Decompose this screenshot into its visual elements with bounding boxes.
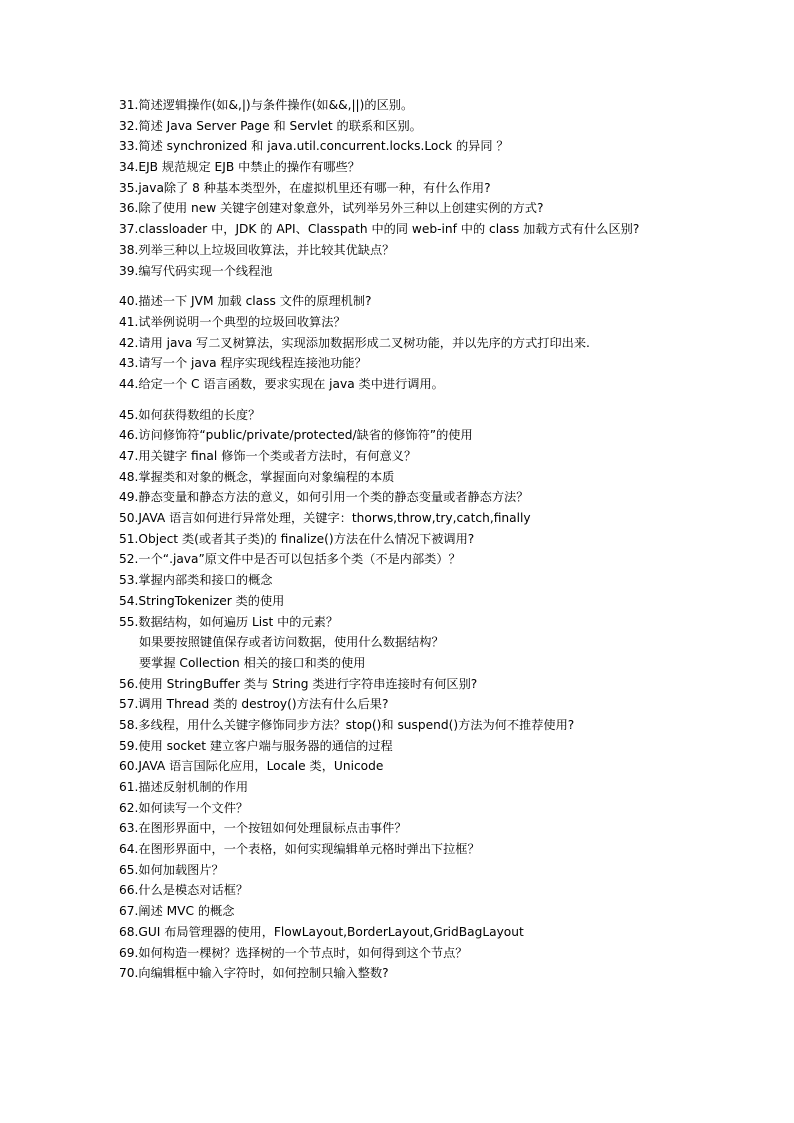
question-35: 35.java除了 8 种基本类型外，在虚拟机里还有哪一种，有什么作用? — [119, 180, 491, 195]
question-46: 46.访问修饰符“public/private/protected/缺省的修饰符”的使用 — [119, 428, 473, 443]
question-47: 47.用关键字 final 修饰一个类或者方法时，有何意义？ — [119, 449, 417, 464]
question-59: 59.使用 socket 建立客户端与服务器的通信的过程 — [119, 738, 393, 753]
question-55: 55.数据结构，如何遍历 List 中的元素？ — [119, 614, 339, 629]
question-56: 56.使用 StringBuffer 类与 String 类进行字符串连接时有何区别? — [119, 676, 478, 691]
question-45: 45.如何获得数组的长度？ — [119, 407, 261, 422]
question-51: 51.Object 类(或者其子类)的 finalize()方法在什么情况下被调用? — [119, 531, 475, 546]
question-64: 64.在图形界面中，一个表格，如何实现编辑单元格时弹出下拉框？ — [119, 842, 480, 857]
question-68: 68.GUI 布局管理器的使用，FlowLayout,BorderLayout,GridBagLayout — [119, 924, 524, 939]
question-54: 54.StringTokenizer 类的使用 — [119, 593, 285, 608]
question-67: 67.阐述 MVC 的概念 — [119, 904, 235, 919]
question-53: 53.掌握内部类和接口的概念 — [119, 573, 273, 588]
question-40: 40.描述一下 JVM 加载 class 文件的原理机制? — [119, 294, 372, 309]
question-37: 37.classloader 中，JDK 的 API、Classpath 中的同 web-inf 中的 class 加载方式有什么区别? — [119, 222, 640, 237]
question-69: 69.如何构造一棵树？选择树的一个节点时，如何得到这个节点？ — [119, 945, 468, 960]
question-42: 42.请用 java 写二叉树算法，实现添加数据形成二叉树功能，并以先序的方式打印出来. — [119, 335, 590, 350]
question-38: 38.列举三种以上垃圾回收算法，并比较其优缺点？ — [119, 242, 395, 257]
question-50: 50.JAVA 语言如何进行异常处理，关键字：thorws,throw,try,catch,finally — [119, 511, 531, 526]
question-66: 66.什么是模态对话框？ — [119, 883, 249, 898]
question-55-sub-1: 如果要按照键值保存或者访问数据，使用什么数据结构？ — [139, 635, 444, 650]
question-49: 49.静态变量和静态方法的意义，如何引用一个类的静态变量或者静态方法？ — [119, 490, 529, 505]
question-62: 62.如何读写一个文件？ — [119, 800, 249, 815]
question-41: 41.试举例说明一个典型的垃圾回收算法？ — [119, 314, 346, 329]
question-61: 61.描述反射机制的作用 — [119, 780, 249, 795]
question-63: 63.在图形界面中，一个按钮如何处理鼠标点击事件？ — [119, 821, 407, 836]
question-60: 60.JAVA 语言国际化应用，Locale 类，Unicode — [119, 759, 384, 774]
question-43: 43.请写一个 java 程序实现线程连接池功能？ — [119, 356, 367, 371]
question-70: 70.向编辑框中输入字符时，如何控制只输入整数? — [119, 966, 389, 981]
question-48: 48.掌握类和对象的概念，掌握面向对象编程的本质 — [119, 469, 395, 484]
question-65: 65.如何加载图片？ — [119, 862, 224, 877]
question-52: 52.一个“.java”原文件中是否可以包括多个类（不是内部类）？ — [119, 552, 461, 567]
question-34: 34.EJB 规范规定 EJB 中禁止的操作有哪些？ — [119, 160, 360, 175]
question-32: 32.简述 Java Server Page 和 Servlet 的联系和区别。 — [119, 118, 422, 133]
question-57: 57.调用 Thread 类的 destroy()方法有什么后果? — [119, 697, 389, 712]
question-39: 39.编写代码实现一个线程池 — [119, 263, 273, 278]
question-36: 36.除了使用 new 关键字创建对象意外，试列举另外三种以上创建实例的方式? — [119, 201, 544, 216]
document-body — [119, 95, 699, 984]
question-55-sub-2: 要掌握 Collection 相关的接口和类的使用 — [139, 655, 366, 670]
question-44: 44.给定一个 C 语言函数，要求实现在 java 类中进行调用。 — [119, 376, 444, 391]
question-58: 58.多线程，用什么关键字修饰同步方法？stop()和 suspend()方法为何不推荐使用? — [119, 717, 575, 732]
question-31: 31.简述逻辑操作(如&,|)与条件操作(如&&,||)的区别。 — [119, 98, 414, 112]
question-33: 33.简述 synchronized 和 java.util.concurrent.locks.Lock 的异同 ？ — [119, 139, 509, 154]
